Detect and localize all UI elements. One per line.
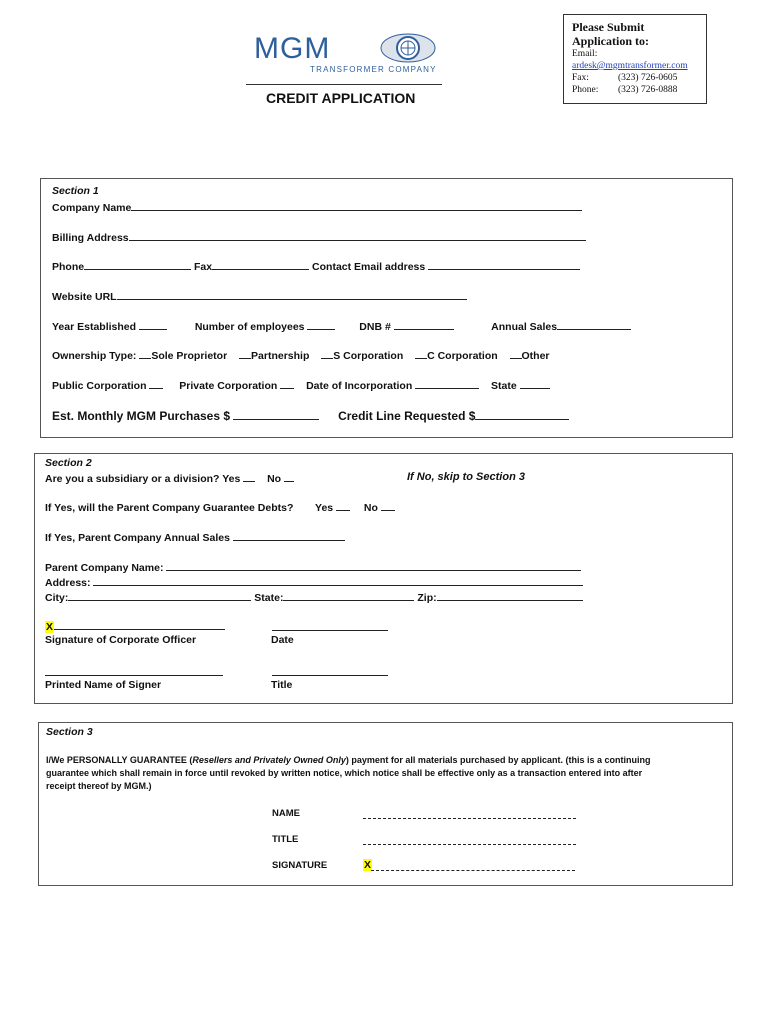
year-established-label: Year Established bbox=[52, 321, 137, 333]
parent-name-label: Parent Company Name: bbox=[45, 562, 164, 574]
title-field[interactable] bbox=[363, 844, 576, 845]
fax-label: Fax: bbox=[572, 73, 589, 83]
public-corp-checkbox[interactable] bbox=[149, 379, 163, 389]
parent-sales-label: If Yes, Parent Company Annual Sales bbox=[45, 532, 230, 544]
logo-wordmark: MGM bbox=[254, 32, 331, 65]
officer-signature-row[interactable] bbox=[45, 620, 225, 633]
annual-sales-label: Annual Sales bbox=[491, 321, 558, 333]
contact-email-label: Contact Email address bbox=[312, 261, 426, 273]
city-row bbox=[45, 591, 583, 604]
c-corp-checkbox[interactable] bbox=[415, 349, 427, 359]
state-label-s1: State bbox=[491, 380, 517, 392]
sole-proprietor-checkbox[interactable] bbox=[139, 349, 151, 359]
other-checkbox[interactable] bbox=[510, 349, 522, 359]
public-corp-label: Public Corporation bbox=[52, 380, 147, 392]
date-incorp-field[interactable] bbox=[415, 379, 479, 389]
logo-globe-icon bbox=[380, 33, 436, 65]
section-1-box bbox=[40, 178, 733, 438]
submit-heading-2: Application to: bbox=[572, 34, 650, 48]
private-corp-label: Private Corporation bbox=[179, 380, 278, 392]
section-2-box bbox=[34, 453, 733, 704]
website-label: Website URL bbox=[52, 291, 117, 303]
est-purchases-field[interactable] bbox=[233, 410, 319, 420]
guarantee-line-3: receipt thereof by MGM.) bbox=[46, 781, 152, 791]
year-established-field[interactable] bbox=[139, 320, 167, 330]
company-name-label: Company Name bbox=[52, 202, 132, 214]
private-corp-checkbox[interactable] bbox=[280, 379, 294, 389]
date-caption: Date bbox=[271, 634, 294, 646]
page-title: CREDIT APPLICATION bbox=[266, 90, 416, 106]
sole-proprietor-label: Sole Proprietor bbox=[151, 350, 228, 362]
ownership-row bbox=[52, 349, 550, 362]
company-name-field[interactable] bbox=[131, 201, 582, 211]
credit-line-label: Credit Line Requested $ bbox=[338, 409, 476, 423]
logo-subtitle: TRANSFORMER COMPANY bbox=[310, 65, 437, 74]
name-label: NAME bbox=[272, 808, 300, 819]
printed-name-line[interactable] bbox=[45, 675, 223, 676]
guarantee-line-2: guarantee which shall remain in force until revoked by written notice, which notice shall be effective only as a transaction entered into after bbox=[46, 768, 643, 778]
zip-label: Zip: bbox=[417, 592, 437, 604]
address-label: Address: bbox=[45, 577, 91, 589]
section-3-heading: Section 3 bbox=[46, 726, 93, 738]
dnb-field[interactable] bbox=[394, 320, 454, 330]
subsidiary-row bbox=[45, 472, 294, 485]
state-field-s2[interactable] bbox=[283, 591, 414, 601]
employees-label: Number of employees bbox=[194, 321, 305, 333]
date-line[interactable] bbox=[272, 630, 388, 631]
signature-field[interactable] bbox=[371, 870, 575, 871]
section-3-box bbox=[38, 722, 733, 886]
s-corp-checkbox[interactable] bbox=[321, 349, 333, 359]
phone-row bbox=[52, 260, 580, 273]
email-link[interactable]: ardesk@mgmtransformer.com bbox=[572, 61, 688, 71]
est-purchases-label: Est. Monthly MGM Purchases $ bbox=[52, 409, 231, 423]
fax-field[interactable] bbox=[212, 260, 309, 270]
signature-label: SIGNATURE bbox=[272, 860, 328, 871]
submit-info-box bbox=[563, 14, 707, 104]
employees-field[interactable] bbox=[307, 320, 335, 330]
ownership-type-label: Ownership Type: bbox=[52, 350, 137, 362]
corporation-row bbox=[52, 379, 550, 392]
phone-number: (323) 726-0888 bbox=[618, 85, 678, 95]
guarantee-row bbox=[45, 501, 395, 514]
skip-note: If No, skip to Section 3 bbox=[407, 471, 525, 483]
section-1-heading: Section 1 bbox=[52, 185, 99, 197]
guarantee-question: If Yes, will the Parent Company Guarantee Debts? bbox=[45, 502, 294, 514]
billing-address-field[interactable] bbox=[129, 231, 586, 241]
zip-field[interactable] bbox=[437, 591, 583, 601]
guarantee-no-checkbox[interactable] bbox=[381, 501, 395, 511]
guarantee-yes-checkbox[interactable] bbox=[336, 501, 350, 511]
subsidiary-question: Are you a subsidiary or a division? bbox=[45, 473, 220, 485]
s-corp-label: S Corporation bbox=[333, 350, 404, 362]
credit-line-field[interactable] bbox=[475, 410, 569, 420]
subsidiary-yes-label: Yes bbox=[222, 473, 241, 485]
partnership-checkbox[interactable] bbox=[239, 349, 251, 359]
billing-address-row[interactable] bbox=[52, 231, 586, 244]
city-field[interactable] bbox=[68, 591, 251, 601]
signature-x-mark: X bbox=[364, 859, 372, 871]
officer-signature-field[interactable] bbox=[54, 620, 225, 630]
title-line[interactable] bbox=[272, 675, 388, 676]
guarantee-italic: Resellers and Privately Owned Only bbox=[192, 755, 346, 765]
website-row[interactable] bbox=[52, 290, 467, 303]
submit-heading-1: Please Submit bbox=[572, 20, 645, 34]
partnership-label: Partnership bbox=[251, 350, 310, 362]
subsidiary-no-checkbox[interactable] bbox=[284, 472, 294, 482]
dnb-label: DNB # bbox=[359, 321, 391, 333]
fax-number: (323) 726-0605 bbox=[618, 73, 678, 83]
title-label-s3: TITLE bbox=[272, 834, 299, 845]
city-label: City: bbox=[45, 592, 69, 604]
subsidiary-yes-checkbox[interactable] bbox=[243, 472, 255, 482]
email-label: Email: bbox=[572, 49, 598, 59]
contact-email-field[interactable] bbox=[428, 260, 580, 270]
phone-label: Phone: bbox=[572, 85, 599, 95]
state-label-s2: State: bbox=[254, 592, 284, 604]
phone-label: Phone bbox=[52, 261, 85, 273]
c-corp-label: C Corporation bbox=[427, 350, 498, 362]
title-rule bbox=[246, 84, 442, 85]
guarantee-no-label: No bbox=[363, 502, 378, 514]
address-row bbox=[45, 576, 583, 589]
state-field-s1[interactable] bbox=[520, 379, 550, 389]
mgm-logo bbox=[248, 32, 448, 84]
printed-name-caption: Printed Name of Signer bbox=[45, 679, 162, 691]
address-field[interactable] bbox=[93, 576, 583, 586]
year-row bbox=[52, 320, 631, 333]
parent-sales-row bbox=[45, 531, 345, 544]
officer-x-mark: X bbox=[46, 621, 54, 633]
subsidiary-no-label: No bbox=[267, 473, 282, 485]
name-field[interactable] bbox=[363, 818, 576, 819]
parent-sales-field[interactable] bbox=[233, 531, 345, 541]
purchases-row bbox=[52, 409, 569, 423]
title-caption: Title bbox=[271, 679, 293, 691]
billing-address-label: Billing Address bbox=[52, 232, 129, 244]
website-field[interactable] bbox=[117, 290, 467, 300]
guarantee-yes-label: Yes bbox=[315, 502, 334, 514]
officer-signature-caption: Signature of Corporate Officer bbox=[45, 634, 197, 646]
parent-name-field[interactable] bbox=[166, 561, 581, 571]
parent-name-row bbox=[45, 561, 581, 574]
date-incorp-label: Date of Incorporation bbox=[306, 380, 413, 392]
other-label: Other bbox=[521, 350, 550, 362]
guarantee-suffix: ) payment for all materials purchased by applicant. (this is a continuing bbox=[345, 755, 651, 765]
section-2-heading: Section 2 bbox=[45, 457, 92, 469]
guarantee-prefix: I/We PERSONALLY GUARANTEE ( bbox=[46, 755, 193, 765]
annual-sales-field[interactable] bbox=[557, 320, 631, 330]
company-name-row[interactable] bbox=[52, 201, 582, 214]
phone-field[interactable] bbox=[84, 260, 191, 270]
fax-label-s1: Fax bbox=[194, 261, 213, 273]
guarantee-text bbox=[46, 754, 726, 793]
